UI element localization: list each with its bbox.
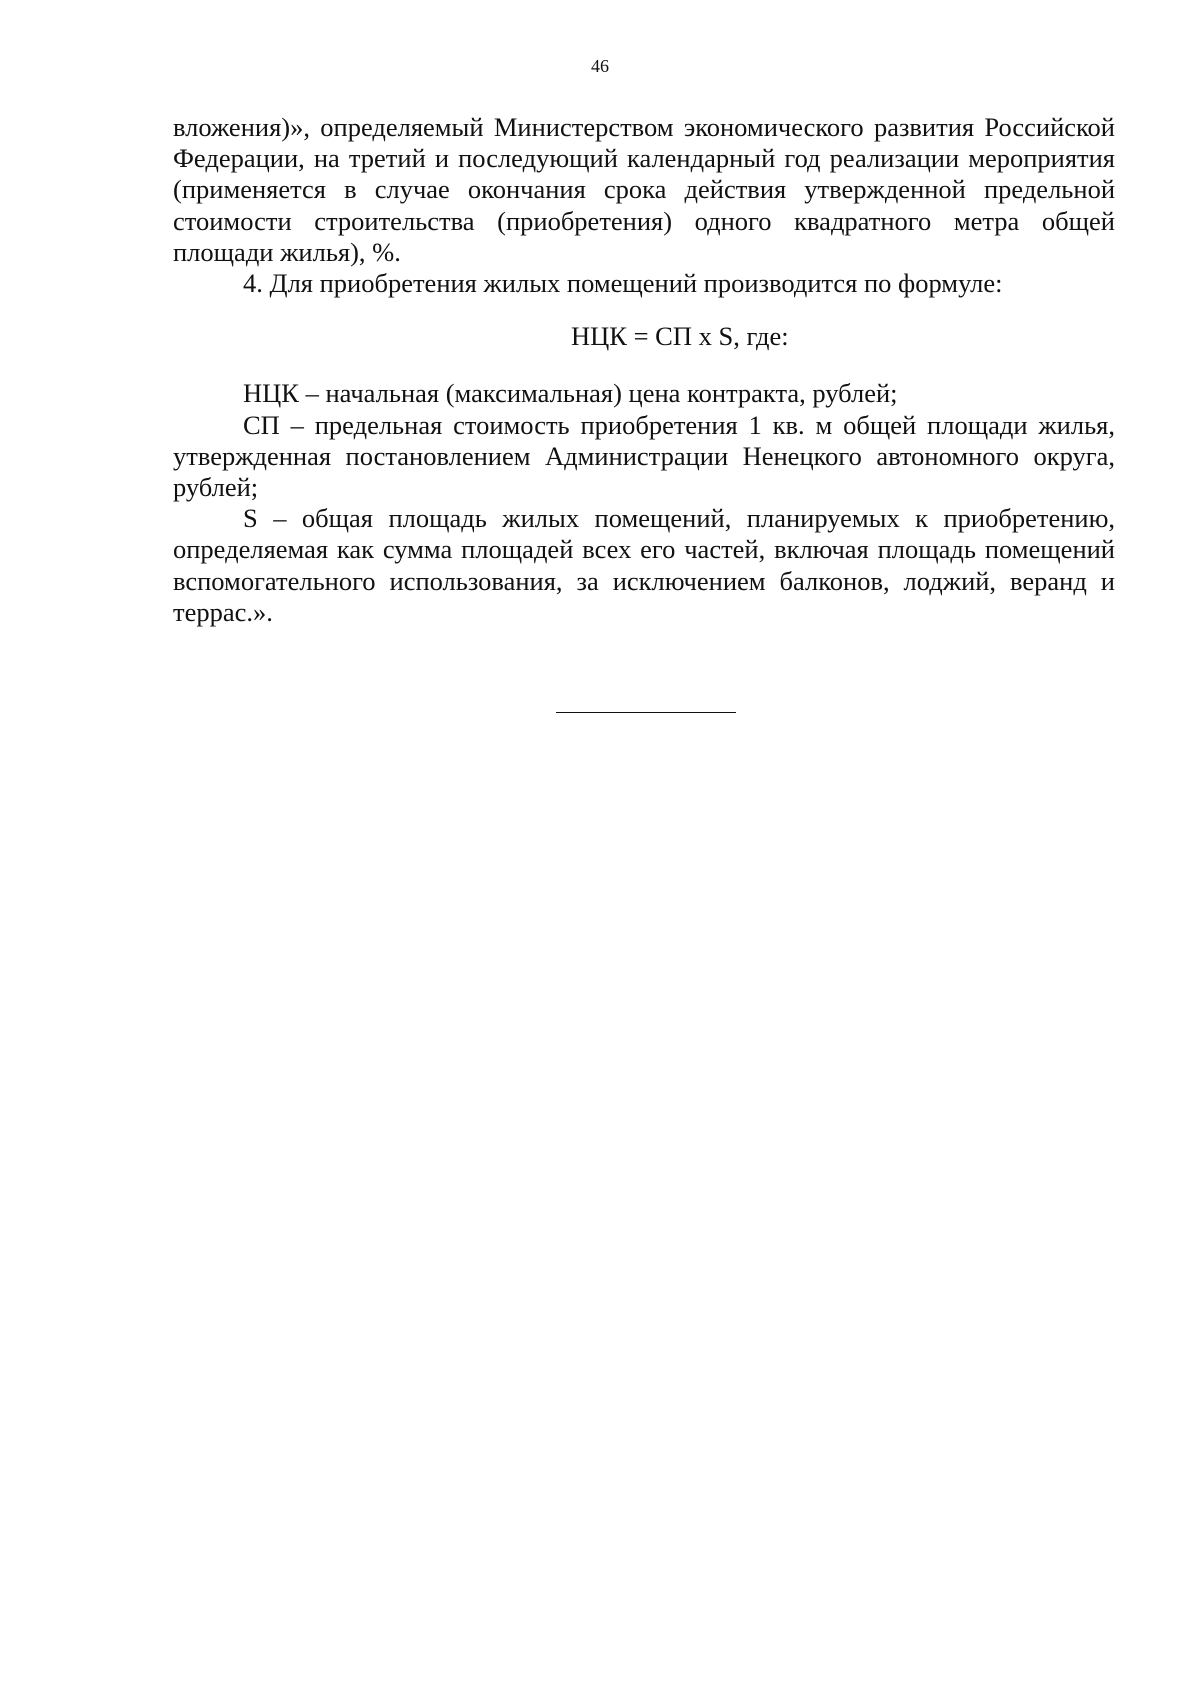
paragraph-item-4: 4. Для приобретения жилых помещений производится по формуле:	[243, 268, 1003, 299]
definition-nck: НЦК – начальная (максимальная) цена контракта, рублей;	[243, 378, 898, 409]
paragraph-continuation: вложения)», определяемый Министерством экономического развития Российской Федерации, на третий и последующий календарный год реализации мероприятия (применяется в случае окончания срока действия утвержденной предельной стоимости строительства (приобретения) одного квадратного метра общей площади жилья), %.	[173, 112, 1115, 267]
definition-sp: СП – предельная стоимость приобретения 1 кв. м общей площади жилья, утвержденная постановлением Администрации Ненецкого автономного округа, рублей;	[173, 409, 1115, 503]
end-of-document-rule	[556, 712, 736, 713]
formula: НЦК = СП х S, где:	[571, 321, 789, 352]
definition-s: S – общая площадь жилых помещений, планируемых к приобретению, определяемая как сумма площадей всех его частей, включая площадь помещений вспомогательного использования, за исключением балконов, лоджий, веранд и террас.».	[173, 503, 1115, 627]
page-number: 46	[591, 56, 609, 76]
document-body	[173, 112, 1115, 628]
